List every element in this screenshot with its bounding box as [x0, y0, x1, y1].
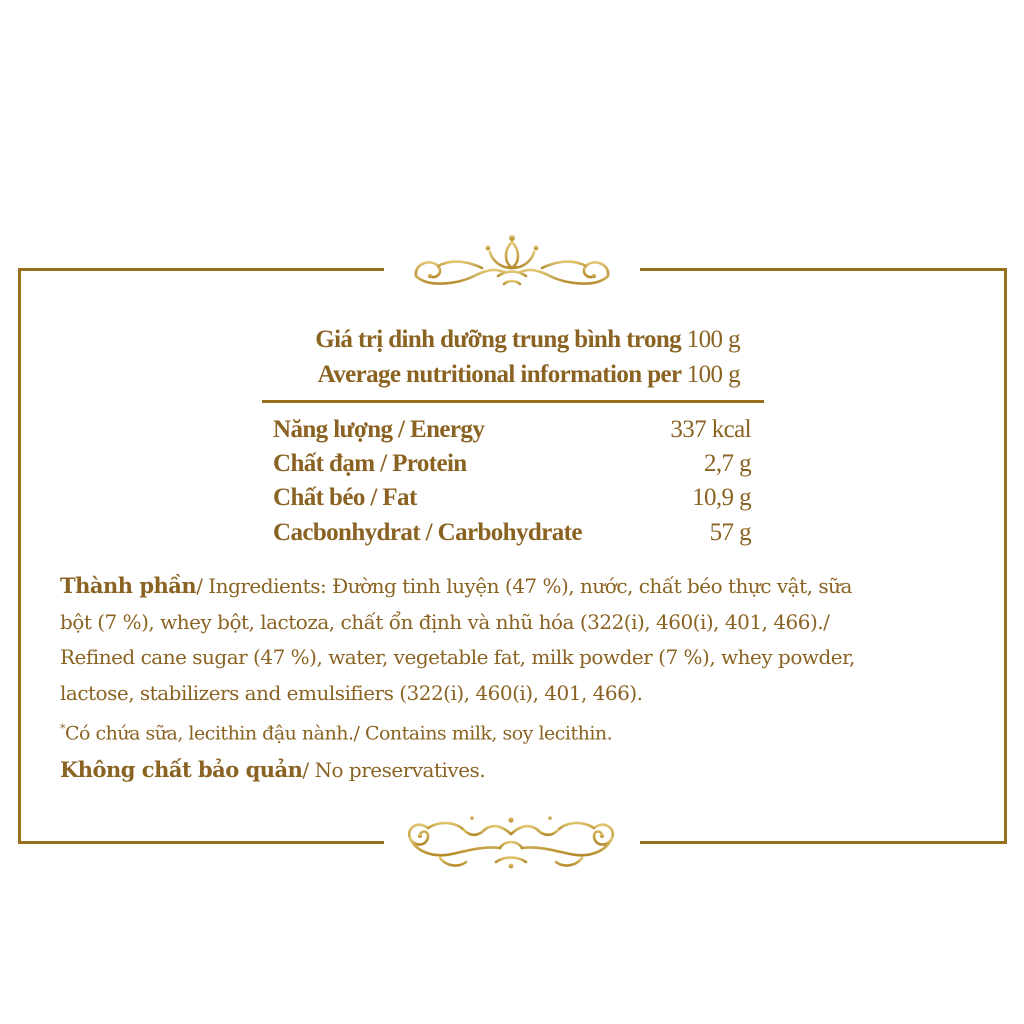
- nutrition-title-vi: [200, 326, 740, 354]
- frame-bottom-left-line: [18, 841, 384, 844]
- nutrition-row-energy: [273, 416, 751, 450]
- nutrition-value: 10,9 g: [692, 484, 751, 511]
- frame-left-line: [18, 268, 21, 844]
- frame-right-line: [1004, 268, 1007, 844]
- nutrition-label: Chất đạm / Protein: [273, 450, 467, 477]
- frame-top-left-line: [18, 268, 384, 271]
- ingredients-heading: Thành phần: [60, 573, 197, 598]
- frame-top-right-line: [640, 268, 1007, 271]
- nutrition-value: 2,7 g: [703, 450, 751, 477]
- flourish-ornament-icon: [408, 232, 616, 296]
- ingredients-line-1-text: / Ingredients: Đường tinh luyện (47 %), nước, chất béo thực vật, sữa: [196, 574, 852, 598]
- nutrition-title-vi-text: Giá trị dinh dưỡng trung bình trong: [315, 326, 682, 353]
- nutrition-divider: [262, 400, 764, 403]
- nutrition-title-en-amount: 100 g: [686, 361, 740, 388]
- allergen-line: [60, 711, 980, 752]
- nutrition-label: Năng lượng / Energy: [273, 416, 485, 443]
- scroll-ornament-icon: [400, 806, 622, 872]
- nutrition-title-vi-amount: 100 g: [686, 326, 740, 353]
- nutrition-value: 337 kcal: [670, 416, 751, 443]
- ingredients-line-3: Refined cane sugar (47 %), water, vegetable fat, milk powder (7 %), whey powder,: [60, 645, 855, 669]
- preservatives-line: [60, 752, 980, 789]
- nutrition-row-carbohydrate: [273, 519, 751, 553]
- nutrition-label: Chất béo / Fat: [273, 484, 417, 511]
- ingredients-line-4: lactose, stabilizers and emulsifiers (322(i), 460(i), 401, 466).: [60, 680, 643, 705]
- frame-bottom-right-line: [640, 841, 1007, 844]
- nutrition-title-en-text: Average nutritional information per: [317, 361, 682, 388]
- nutrition-label: Cacbonhydrat / Carbohydrate: [273, 519, 582, 546]
- allergen-text: Có chứa sữa, lecithin đậu nành./ Contains milk, soy lecithin.: [65, 722, 613, 745]
- ingredients-block: [60, 568, 980, 788]
- ingredients-line-2: bột (7 %), whey bột, lactoza, chất ổn định và nhũ hóa (322(i), 460(i), 401, 466)./: [60, 609, 830, 634]
- nutrition-row-fat: [273, 484, 751, 518]
- nutrition-row-protein: [273, 450, 751, 484]
- nutrition-value: 57 g: [709, 519, 751, 546]
- preservatives-heading: Không chất bảo quản: [60, 756, 303, 782]
- allergen-mark: *: [60, 722, 65, 735]
- preservatives-text: / No preservatives.: [302, 757, 486, 782]
- ingredients-line-1: [60, 568, 980, 605]
- nutrition-title-en: [200, 361, 740, 389]
